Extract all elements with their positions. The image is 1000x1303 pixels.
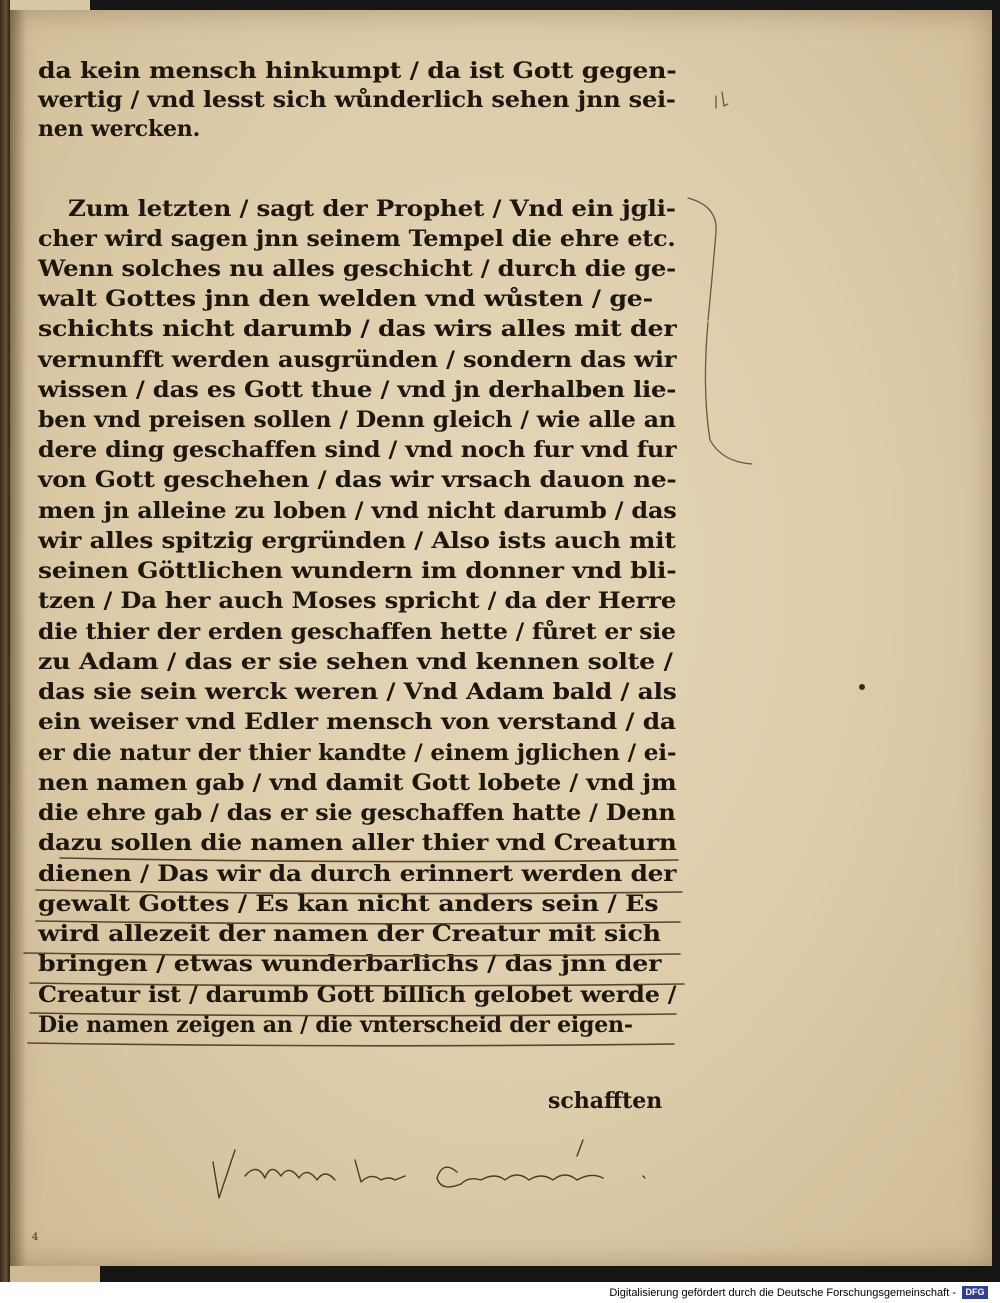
text-line: Wenn solches nu alles geschicht / durch die ge- (38, 256, 677, 282)
text-line: da kein mensch hinkumpt / da ist Gott gegen- (38, 58, 677, 84)
page-signature: 4 (32, 1232, 39, 1243)
text-line: dere ding geschaffen sind / vnd noch fur vnd fur (38, 437, 677, 463)
text-line: zu Adam / das er sie sehen vnd kennen solte / (38, 649, 673, 675)
text-line: tzen / Da her auch Moses spricht / da der Herre (38, 588, 677, 614)
text-line: gewalt Gottes / Es kan nicht anders sein / Es (38, 891, 659, 917)
book-binding (0, 0, 10, 1282)
text-line: von Gott geschehen / das wir vrsach dauon ne- (38, 467, 677, 493)
catchword: schafften (548, 1088, 663, 1114)
text-line: wird allezeit der namen der Creatur mit sich (38, 921, 661, 947)
text-line: Creatur ist / darumb Gott billich gelobet werde / (38, 982, 677, 1008)
handwritten-note (205, 1132, 665, 1212)
text-line: das sie sein werck weren / Vnd Adam bald / als (38, 679, 677, 705)
text-line: vernunfft werden ausgründen / sondern das wir (38, 347, 677, 373)
text-line: wissen / das es Gott thue / vnd jn derhalben lie- (38, 377, 677, 403)
page-gutter-shadow (10, 10, 26, 1266)
text-line: seinen Göttlichen wundern im donner vnd bli- (38, 558, 677, 584)
text-line: Die namen zeigen an / die vnterscheid der eigen- (38, 1012, 633, 1038)
text-line: schichts nicht darumb / das wirs alles mit der (38, 316, 677, 342)
text-line: dazu sollen die namen aller thier vnd Creaturn (38, 830, 677, 856)
next-leaf-edge (10, 1266, 100, 1282)
text-line: wertig / vnd lesst sich wůnderlich sehen jnn sei- (38, 87, 676, 113)
text-line: walt Gottes jnn den welden vnd wůsten / ge- (38, 286, 653, 312)
text-line: Zum letzten / sagt der Prophet / Vnd ein jgli- (68, 196, 676, 222)
text-line: die ehre gab / das er sie geschaffen hatte / Denn (38, 800, 676, 826)
text-line: ein weiser vnd Edler mensch von verstand / da (38, 709, 676, 735)
funding-credit: Digitalisierung gefördert durch die Deutsche Forschungsgemeinschaft - (609, 1287, 956, 1299)
text-line: men jn alleine zu loben / vnd nicht darumb / das (38, 498, 677, 524)
text-line: cher wird sagen jnn seinem Tempel die ehre etc. (38, 226, 676, 252)
text-line: er die natur der thier kandte / einem jglichen / ei- (38, 740, 677, 766)
text-line: nen namen gab / vnd damit Gott lobete / vnd jm (38, 770, 677, 796)
text-line: die thier der erden geschaffen hette / fůret er sie (38, 619, 676, 645)
text-line: ben vnd preisen sollen / Denn gleich / wie alle an (38, 407, 676, 433)
text-line: wir alles spitzig ergründen / Also ists auch mit (38, 528, 676, 554)
text-line: nen wercken. (38, 116, 201, 142)
previous-leaf-edge (10, 0, 90, 10)
text-line: dienen / Das wir da durch erinnert werden der (38, 861, 677, 887)
text-line: bringen / etwas wunderbarlichs / das jnn der (38, 951, 662, 977)
dfg-logo: DFG (962, 1286, 988, 1299)
